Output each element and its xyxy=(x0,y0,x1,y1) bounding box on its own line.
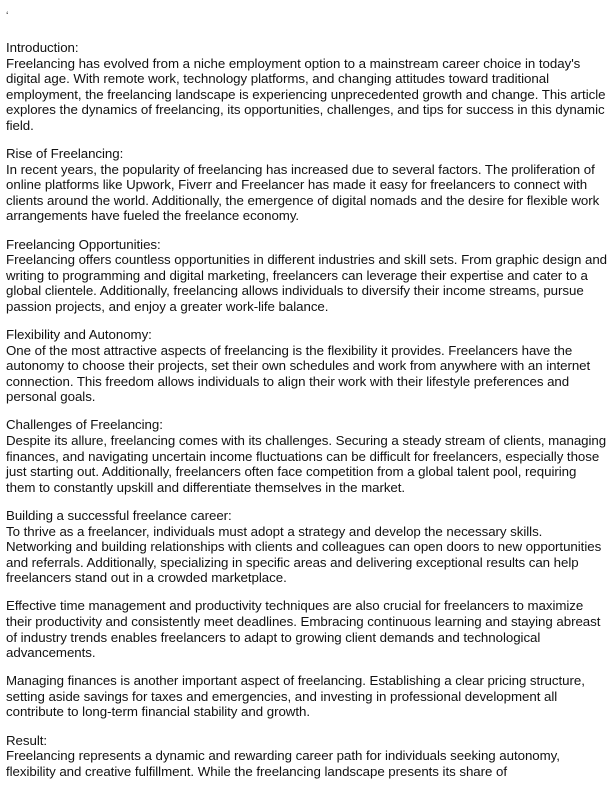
section-flexibility-and-autonomy xyxy=(6,327,608,405)
section-text: Freelancing has evolved from a niche employment option to a mainstream career choice in today's digital age. With remote work, technology platforms, and changing attitudes toward traditional employment, the freelancing landscape is experiencing unprecedented growth and change. This article explores the dynamics of freelancing, its opportunities, challenges, and tips for success in this dynamic field. xyxy=(6,55,606,133)
section-heading: Building a successful freelance career: xyxy=(6,507,232,523)
article-body xyxy=(6,40,608,792)
section-heading: Flexibility and Autonomy: xyxy=(6,327,152,342)
section-heading: Freelancing Opportunities: xyxy=(6,236,161,252)
section-rise-of-freelancing xyxy=(6,146,608,224)
section-heading: Challenges of Freelancing: xyxy=(6,417,163,433)
section-heading: Introduction: xyxy=(6,40,79,55)
section-text: Managing finances is another important aspect of freelancing. Establishing a clear pricing structure, setting aside savings for taxes and emergencies, and investing in professional development all contribute to long-term financial stability and growth. xyxy=(6,673,585,720)
stray-mark: ‘ xyxy=(6,10,9,22)
paragraph-time-management xyxy=(6,598,608,660)
section-freelancing-opportunities xyxy=(6,237,608,315)
section-text: Effective time management and productivity techniques are also crucial for freelancers to maximize their productivity and consistently meet deadlines. Embracing continuous learning and staying abreast of industry trends enables freelancers to adapt to growing client demands and technological advancements. xyxy=(6,598,601,661)
section-text: To thrive as a freelancer, individuals must adopt a strategy and develop the necessary skills. Networking and building relationships with clients and colleagues can open doors to new opportunities and referrals. Additionally, specializing in specific areas and delivering exceptional results can help freelancers stand out in a crowded marketplace. xyxy=(6,523,602,586)
section-text: In recent years, the popularity of freelancing has increased due to several factors. The proliferation of online platforms like Upwork, Fiverr and Freelancer has made it easy for freelancers to connect with clients around the world. Additionally, the emergence of digital nomads and the desire for flexible work arrangements have fueled the freelance economy. xyxy=(6,161,600,224)
section-building-career xyxy=(6,508,608,586)
section-challenges-of-freelancing xyxy=(6,417,608,495)
section-introduction xyxy=(6,40,608,134)
section-text: Freelancing represents a dynamic and rewarding career path for individuals seeking autonomy, flexibility and creative fulfillment. While the freelancing landscape presents its share of xyxy=(6,748,560,779)
section-heading: Rise of Freelancing: xyxy=(6,146,124,162)
paragraph-managing-finances xyxy=(6,673,608,720)
section-text: Freelancing offers countless opportunities in different industries and skill sets. From graphic design and writing to programming and digital marketing, freelancers can leverage their expertise and cater to a global clientele. Additionally, freelancing allows individuals to diversify their income streams, pursue passion projects, and enjoy a greater work-life balance. xyxy=(6,252,608,314)
section-text: Despite its allure, freelancing comes with its challenges. Securing a steady stream of clients, managing finances, and navigating uncertain income fluctuations can be difficult for freelancers, especially those just starting out. Additionally, freelancers often face competition from a global talent pool, requiring them to constantly upskill and differentiate themselves in the market. xyxy=(6,433,607,495)
section-heading: Result: xyxy=(6,732,48,748)
section-result xyxy=(6,733,608,780)
section-text: One of the most attractive aspects of freelancing is the flexibility it provides. Freelancers have the autonomy to choose their projects, set their own schedules and work from anywhere with an internet connection. This freedom allows individuals to align their work with their lifestyle preferences and personal goals. xyxy=(6,342,591,405)
